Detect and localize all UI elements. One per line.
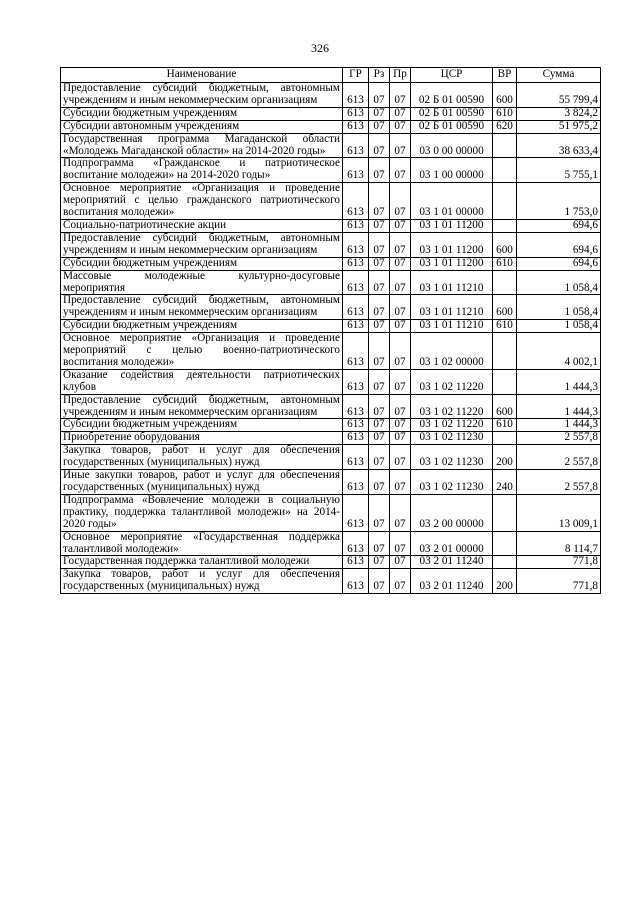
cell-pr: 07 — [390, 107, 411, 120]
cell-rz: 07 — [369, 494, 390, 531]
cell-vr: 600 — [493, 394, 517, 419]
table-row — [61, 219, 601, 232]
cell-vr — [493, 531, 517, 556]
cell-csr: 03 1 01 11210 — [411, 295, 493, 320]
cell-csr: 03 1 01 11200 — [411, 257, 493, 270]
cell-sum: 1 444,3 — [517, 369, 601, 394]
cell-rz: 07 — [369, 133, 390, 158]
cell-gr: 613 — [343, 83, 369, 108]
cell-pr: 07 — [390, 83, 411, 108]
table-row — [61, 133, 601, 158]
cell-csr: 03 1 01 00000 — [411, 183, 493, 220]
cell-csr: 03 0 00 00000 — [411, 133, 493, 158]
cell-vr: 610 — [493, 107, 517, 120]
cell-csr: 03 2 01 00000 — [411, 531, 493, 556]
cell-name: Основное мероприятие «Организация и проведение мероприятий с целью военно-патриотического воспитания молодежи» — [61, 333, 343, 370]
cell-sum: 1 058,4 — [517, 295, 601, 320]
cell-pr: 07 — [390, 445, 411, 470]
cell-sum: 2 557,8 — [517, 432, 601, 445]
cell-rz: 07 — [369, 158, 390, 183]
cell-pr: 07 — [390, 369, 411, 394]
cell-csr: 03 1 02 11230 — [411, 432, 493, 445]
cell-pr: 07 — [390, 333, 411, 370]
cell-vr: 610 — [493, 320, 517, 333]
cell-pr: 07 — [390, 120, 411, 133]
cell-sum: 2 557,8 — [517, 445, 601, 470]
cell-vr — [493, 432, 517, 445]
cell-sum: 694,6 — [517, 257, 601, 270]
header-gr: ГР — [343, 68, 369, 83]
table-row — [61, 419, 601, 432]
table-row — [61, 120, 601, 133]
cell-rz: 07 — [369, 333, 390, 370]
cell-pr: 07 — [390, 295, 411, 320]
cell-name: Предоставление субсидий бюджетным, автономным учреждениям и иным некоммерческим организациям — [61, 394, 343, 419]
cell-rz: 07 — [369, 183, 390, 220]
cell-sum: 3 824,2 — [517, 107, 601, 120]
cell-csr: 02 Б 01 00590 — [411, 107, 493, 120]
cell-gr: 613 — [343, 232, 369, 257]
cell-vr: 200 — [493, 445, 517, 470]
table-row — [61, 333, 601, 370]
cell-name: Массовые молодежные культурно-досуговые мероприятия — [61, 270, 343, 295]
cell-name: Социально-патриотические акции — [61, 219, 343, 232]
table-row — [61, 556, 601, 569]
cell-name: Оказание содействия деятельности патриотических клубов — [61, 369, 343, 394]
table-row — [61, 295, 601, 320]
table-row — [61, 470, 601, 495]
cell-gr: 613 — [343, 569, 369, 594]
cell-csr: 03 1 01 11200 — [411, 219, 493, 232]
cell-csr: 03 1 02 11230 — [411, 470, 493, 495]
cell-gr: 613 — [343, 320, 369, 333]
cell-csr: 03 1 01 11210 — [411, 270, 493, 295]
cell-sum: 1 753,0 — [517, 183, 601, 220]
cell-sum: 13 009,1 — [517, 494, 601, 531]
cell-pr: 07 — [390, 320, 411, 333]
cell-rz: 07 — [369, 470, 390, 495]
cell-gr: 613 — [343, 394, 369, 419]
table-row — [61, 394, 601, 419]
cell-name: Субсидии автономным учреждениям — [61, 120, 343, 133]
cell-gr: 613 — [343, 133, 369, 158]
cell-vr — [493, 219, 517, 232]
header-pr: Пр — [390, 68, 411, 83]
cell-name: Предоставление субсидий бюджетным, автономным учреждениям и иным некоммерческим организациям — [61, 232, 343, 257]
cell-csr: 03 1 00 00000 — [411, 158, 493, 183]
cell-csr: 03 1 02 11220 — [411, 394, 493, 419]
table-row — [61, 569, 601, 594]
table-header-row — [61, 68, 601, 83]
table-row — [61, 232, 601, 257]
cell-gr: 613 — [343, 494, 369, 531]
cell-vr: 620 — [493, 120, 517, 133]
cell-csr: 02 Б 01 00590 — [411, 83, 493, 108]
cell-rz: 07 — [369, 556, 390, 569]
cell-gr: 613 — [343, 531, 369, 556]
cell-gr: 613 — [343, 470, 369, 495]
cell-gr: 613 — [343, 158, 369, 183]
cell-gr: 613 — [343, 257, 369, 270]
table-row — [61, 494, 601, 531]
cell-rz: 07 — [369, 320, 390, 333]
cell-rz: 07 — [369, 120, 390, 133]
cell-pr: 07 — [390, 419, 411, 432]
cell-name: Предоставление субсидий бюджетным, автономным учреждениям и иным некоммерческим организациям — [61, 83, 343, 108]
cell-vr: 600 — [493, 83, 517, 108]
cell-sum: 8 114,7 — [517, 531, 601, 556]
cell-csr: 03 2 00 00000 — [411, 494, 493, 531]
cell-rz: 07 — [369, 569, 390, 594]
cell-rz: 07 — [369, 232, 390, 257]
cell-vr: 200 — [493, 569, 517, 594]
cell-vr — [493, 333, 517, 370]
cell-sum: 694,6 — [517, 232, 601, 257]
cell-vr — [493, 183, 517, 220]
cell-csr: 03 1 01 11210 — [411, 320, 493, 333]
cell-pr: 07 — [390, 556, 411, 569]
table-row — [61, 83, 601, 108]
cell-vr: 610 — [493, 257, 517, 270]
cell-rz: 07 — [369, 432, 390, 445]
cell-rz: 07 — [369, 419, 390, 432]
cell-name: Основное мероприятие «Организация и проведение мероприятий с целью гражданского патриотического воспитания молодежи» — [61, 183, 343, 220]
cell-csr: 03 1 02 11230 — [411, 445, 493, 470]
table-row — [61, 445, 601, 470]
cell-sum: 2 557,8 — [517, 470, 601, 495]
cell-rz: 07 — [369, 295, 390, 320]
cell-pr: 07 — [390, 494, 411, 531]
cell-pr: 07 — [390, 183, 411, 220]
cell-sum: 51 975,2 — [517, 120, 601, 133]
cell-pr: 07 — [390, 432, 411, 445]
header-rz: Рз — [369, 68, 390, 83]
cell-gr: 613 — [343, 419, 369, 432]
cell-gr: 613 — [343, 432, 369, 445]
cell-sum: 1 444,3 — [517, 394, 601, 419]
cell-name: Субсидии бюджетным учреждениям — [61, 107, 343, 120]
cell-csr: 03 2 01 11240 — [411, 569, 493, 594]
page-number: 326 — [311, 41, 329, 55]
table-row — [61, 270, 601, 295]
cell-name: Подпрограмма «Гражданское и патриотическое воспитание молодежи» на 2014-2020 годы» — [61, 158, 343, 183]
cell-gr: 613 — [343, 107, 369, 120]
cell-sum: 771,8 — [517, 556, 601, 569]
table-body — [61, 83, 601, 594]
header-csr: ЦСР — [411, 68, 493, 83]
cell-vr — [493, 369, 517, 394]
cell-pr: 07 — [390, 158, 411, 183]
cell-gr: 613 — [343, 445, 369, 470]
cell-pr: 07 — [390, 219, 411, 232]
cell-vr: 600 — [493, 295, 517, 320]
cell-pr: 07 — [390, 394, 411, 419]
cell-sum: 55 799,4 — [517, 83, 601, 108]
cell-pr: 07 — [390, 232, 411, 257]
table-row — [61, 320, 601, 333]
cell-name: Приобретение оборудования — [61, 432, 343, 445]
cell-csr: 03 1 02 00000 — [411, 333, 493, 370]
table-row — [61, 369, 601, 394]
cell-csr: 02 Б 01 00590 — [411, 120, 493, 133]
header-sum: Сумма — [517, 68, 601, 83]
cell-rz: 07 — [369, 369, 390, 394]
cell-name: Субсидии бюджетным учреждениям — [61, 320, 343, 333]
cell-name: Субсидии бюджетным учреждениям — [61, 419, 343, 432]
cell-gr: 613 — [343, 369, 369, 394]
cell-gr: 613 — [343, 333, 369, 370]
cell-rz: 07 — [369, 83, 390, 108]
cell-csr: 03 1 01 11200 — [411, 232, 493, 257]
cell-name: Закупка товаров, работ и услуг для обеспечения государственных (муниципальных) нужд — [61, 445, 343, 470]
cell-pr: 07 — [390, 569, 411, 594]
cell-pr: 07 — [390, 133, 411, 158]
cell-gr: 613 — [343, 556, 369, 569]
header-vr: ВР — [493, 68, 517, 83]
cell-vr — [493, 133, 517, 158]
cell-name: Подпрограмма «Вовлечение молодежи в социальную практику, поддержка талантливой молодежи» на 2014-2020 годы» — [61, 494, 343, 531]
header-name: Наименование — [61, 68, 343, 83]
table-row — [61, 432, 601, 445]
cell-rz: 07 — [369, 531, 390, 556]
cell-vr — [493, 494, 517, 531]
cell-rz: 07 — [369, 394, 390, 419]
table-row — [61, 257, 601, 270]
cell-name: Иные закупки товаров, работ и услуг для обеспечения государственных (муниципальных) нужд — [61, 470, 343, 495]
cell-pr: 07 — [390, 531, 411, 556]
table-row — [61, 107, 601, 120]
cell-csr: 03 1 02 11220 — [411, 419, 493, 432]
cell-pr: 07 — [390, 270, 411, 295]
cell-name: Субсидии бюджетным учреждениям — [61, 257, 343, 270]
cell-vr: 240 — [493, 470, 517, 495]
cell-csr: 03 2 01 11240 — [411, 556, 493, 569]
cell-sum: 1 058,4 — [517, 320, 601, 333]
cell-gr: 613 — [343, 270, 369, 295]
cell-rz: 07 — [369, 107, 390, 120]
cell-rz: 07 — [369, 270, 390, 295]
cell-gr: 613 — [343, 120, 369, 133]
cell-vr — [493, 158, 517, 183]
cell-name: Государственная программа Магаданской области «Молодежь Магаданской области» на 2014-2020 годы» — [61, 133, 343, 158]
table-row — [61, 183, 601, 220]
cell-name: Закупка товаров, работ и услуг для обеспечения государственных (муниципальных) нужд — [61, 569, 343, 594]
cell-name: Основное мероприятие «Государственная поддержка талантливой молодежи» — [61, 531, 343, 556]
cell-gr: 613 — [343, 219, 369, 232]
cell-rz: 07 — [369, 445, 390, 470]
cell-name: Государственная поддержка талантливой молодежи — [61, 556, 343, 569]
cell-vr: 610 — [493, 419, 517, 432]
cell-sum: 1 058,4 — [517, 270, 601, 295]
cell-gr: 613 — [343, 183, 369, 220]
cell-sum: 771,8 — [517, 569, 601, 594]
cell-pr: 07 — [390, 257, 411, 270]
cell-sum: 1 444,3 — [517, 419, 601, 432]
cell-name: Предоставление субсидий бюджетным, автономным учреждениям и иным некоммерческим организациям — [61, 295, 343, 320]
cell-rz: 07 — [369, 257, 390, 270]
cell-sum: 694,6 — [517, 219, 601, 232]
cell-csr: 03 1 02 11220 — [411, 369, 493, 394]
cell-rz: 07 — [369, 219, 390, 232]
cell-sum: 5 755,1 — [517, 158, 601, 183]
table-row — [61, 531, 601, 556]
cell-vr: 600 — [493, 232, 517, 257]
cell-pr: 07 — [390, 470, 411, 495]
cell-sum: 38 633,4 — [517, 133, 601, 158]
cell-gr: 613 — [343, 295, 369, 320]
cell-sum: 4 002,1 — [517, 333, 601, 370]
cell-vr — [493, 556, 517, 569]
budget-table — [60, 67, 601, 594]
table-row — [61, 158, 601, 183]
cell-vr — [493, 270, 517, 295]
